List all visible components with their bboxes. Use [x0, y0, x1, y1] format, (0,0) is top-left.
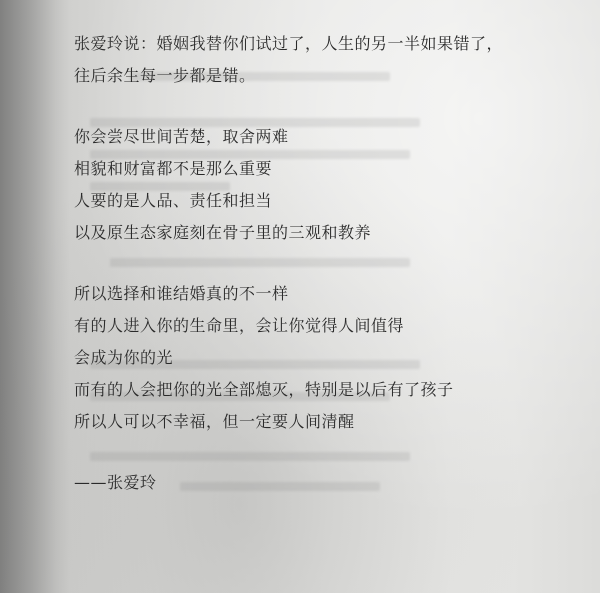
text-line: 会成为你的光	[74, 348, 174, 367]
text-line: 所以人可以不幸福，但一定要人间清醒	[74, 412, 355, 431]
text-line: 人要的是人品、责任和担当	[74, 191, 273, 210]
text-line: 有的人进入你的生命里，会让你觉得人间值得	[74, 316, 405, 335]
text-line: 而有的人会把你的光全部熄灭，特别是以后有了孩子	[74, 380, 454, 399]
attribution: ——张爱玲	[74, 473, 157, 492]
text-line: 相貌和财富都不是那么重要	[74, 159, 273, 178]
text-line: 所以选择和谁结婚真的不一样	[74, 284, 289, 303]
text-line: 张爱玲说：婚姻我替你们试过了，人生的另一半如果错了，	[74, 34, 504, 53]
quote-text	[74, 28, 570, 499]
binding-shadow	[0, 0, 70, 593]
text-line: 往后余生每一步都是错。	[74, 66, 256, 85]
text-line: 你会尝尽世间苦楚，取舍两难	[74, 127, 289, 146]
text-line: 以及原生态家庭刻在骨子里的三观和教养	[74, 223, 372, 242]
